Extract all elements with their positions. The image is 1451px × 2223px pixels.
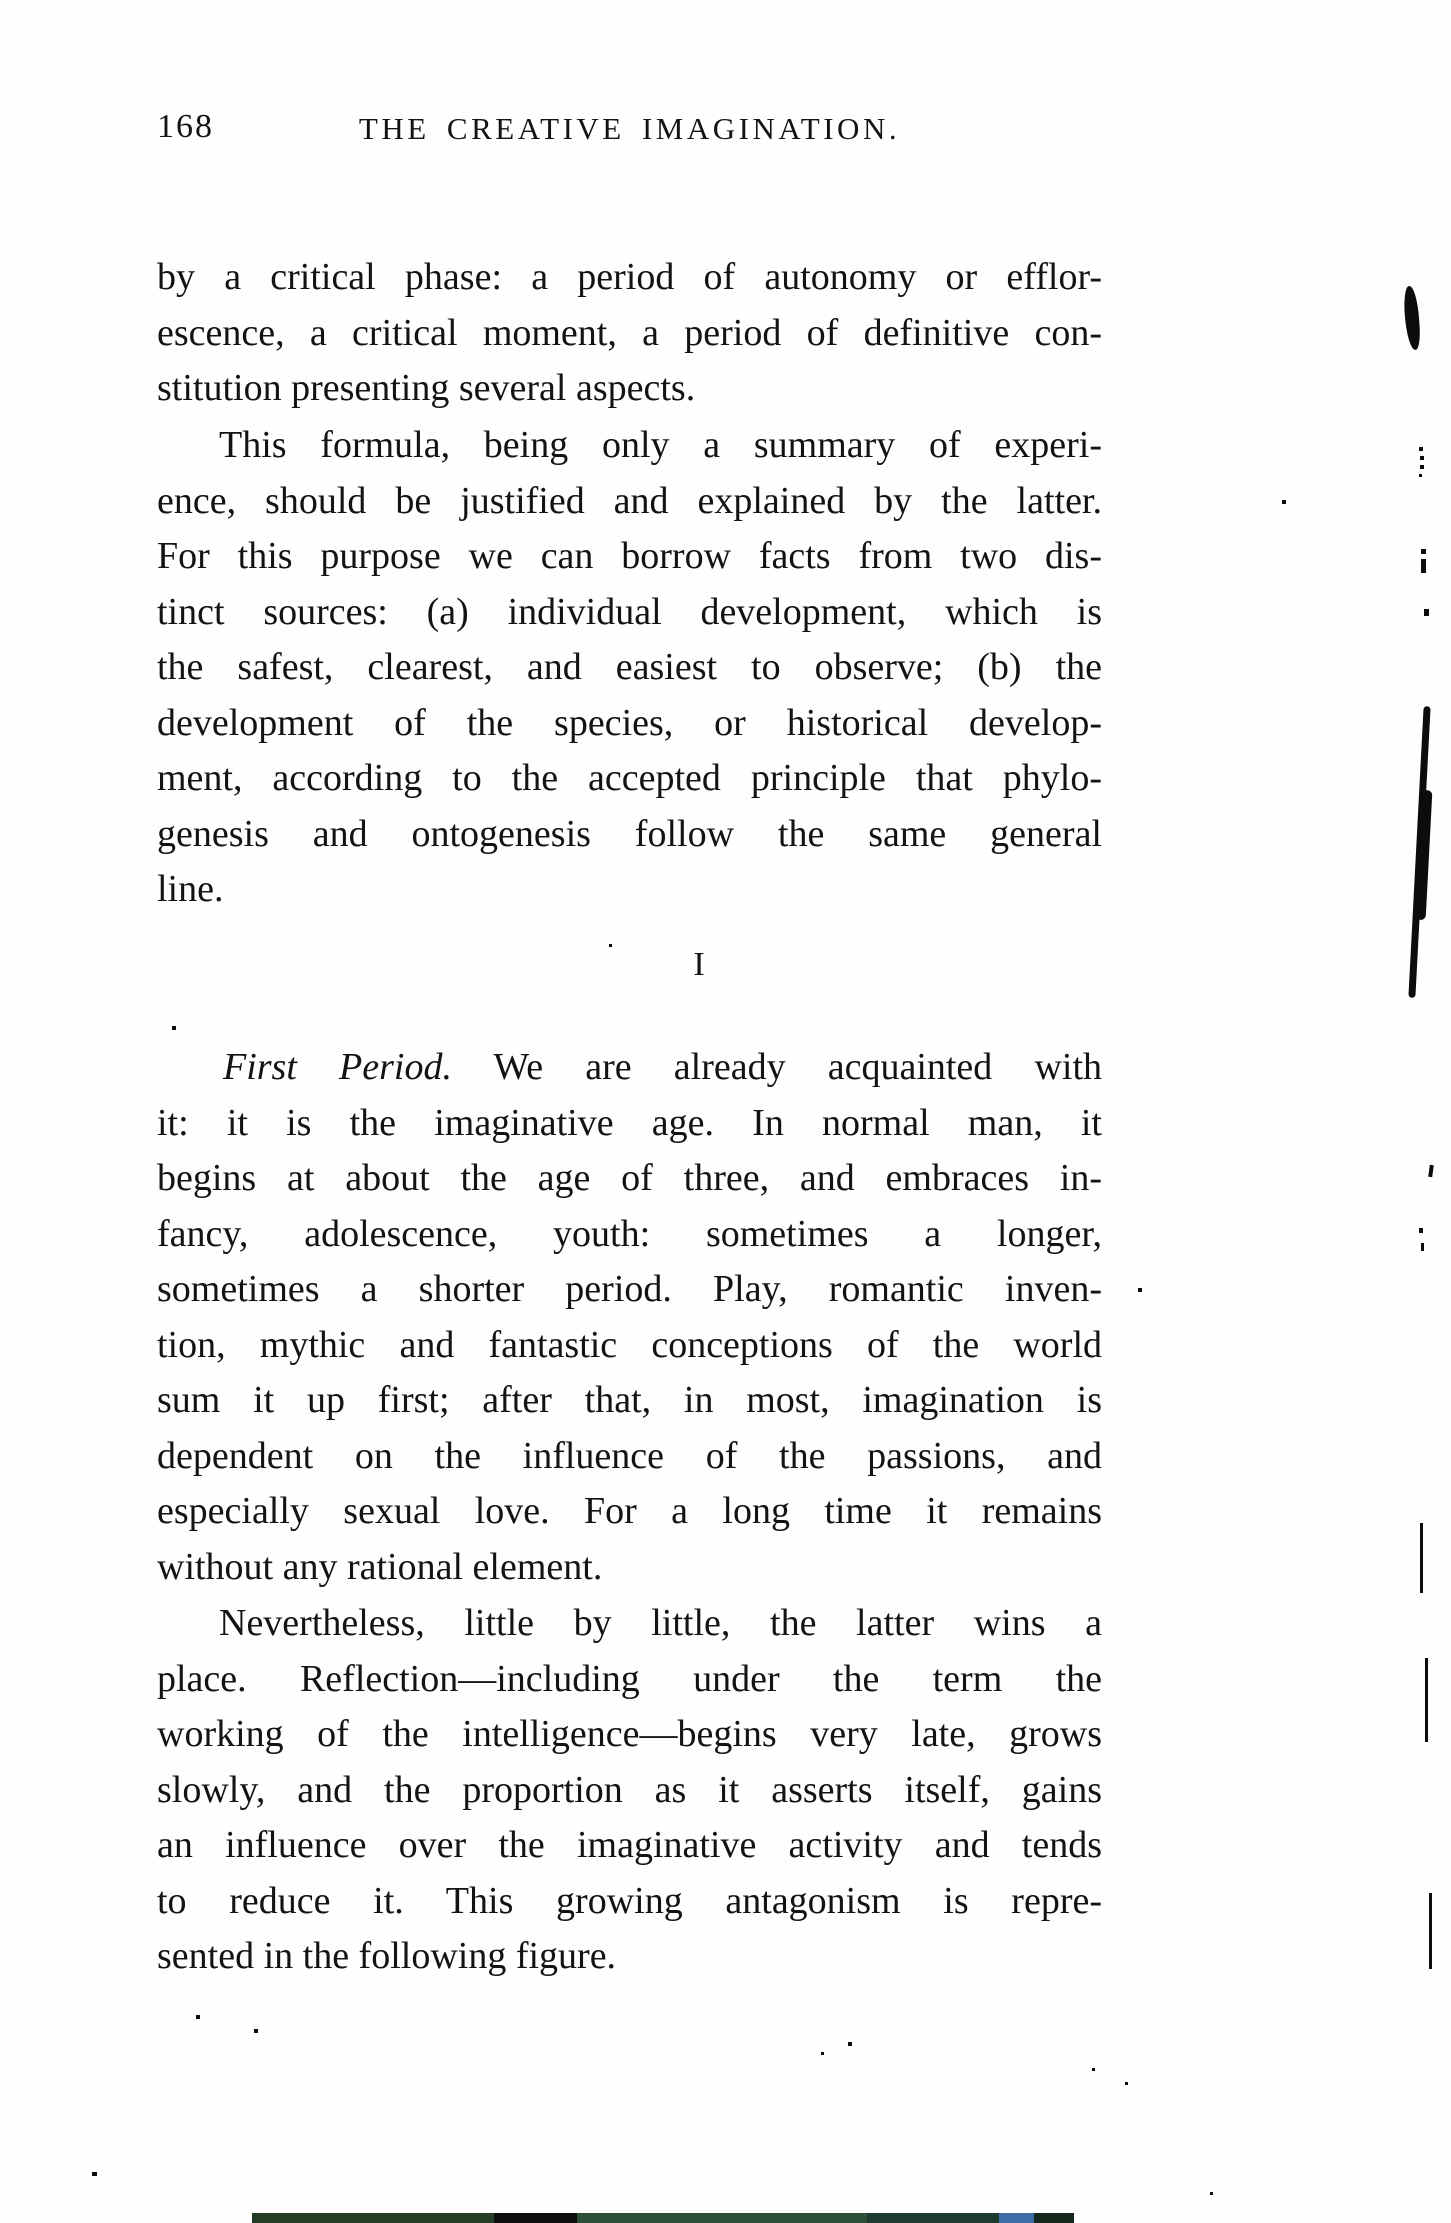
paragraph — [157, 1040, 1102, 1595]
edge-strip-segment — [494, 2213, 577, 2223]
text-line: the safest, clearest, and easiest to observe; (b) the — [157, 646, 1102, 688]
text-line: dependent on the influence of the passions, and — [157, 1434, 1102, 1477]
italic-text: First Period. — [223, 1046, 452, 1088]
text-line: escence, a critical moment, a period of definitive con- — [157, 311, 1102, 354]
ink-mark — [1428, 1165, 1434, 1177]
section-heading: I — [693, 946, 706, 983]
ink-mark — [1092, 2068, 1095, 2071]
running-title: THE CREATIVE IMAGINATION. — [358, 111, 901, 146]
ink-mark — [609, 944, 612, 947]
text-line: ment, according to the accepted principle that phylo- — [157, 757, 1102, 799]
ink-mark — [254, 2029, 258, 2033]
ink-mark — [1419, 1228, 1423, 1233]
page-number: 168 — [157, 108, 214, 145]
edge-strip-segment — [1034, 2213, 1074, 2223]
text-line: begins at about the age of three, and embraces in- — [157, 1157, 1102, 1199]
text-line: line. — [157, 868, 224, 910]
text-line: it: it is the imaginative age. In normal man, it — [157, 1101, 1102, 1144]
ink-mark — [1138, 1288, 1142, 1292]
ink-mark — [1421, 559, 1426, 573]
text-line: slowly, and the proportion as it asserts itself, gains — [157, 1768, 1102, 1811]
text-line: especially sexual love. For a long time it remains — [157, 1490, 1102, 1532]
ink-mark — [172, 1026, 176, 1030]
text-line: fancy, adolescence, youth: sometimes a longer, — [157, 1212, 1102, 1255]
paragraph — [157, 418, 1102, 918]
ink-mark — [1425, 1658, 1428, 1742]
text-line: tion, mythic and fantastic conceptions of the world — [157, 1323, 1102, 1366]
text-line: an influence over the imaginative activity and tends — [157, 1824, 1102, 1866]
text-line: Nevertheless, little by little, the latter wins a — [219, 1602, 1102, 1644]
text-line: ence, should be justified and explained by the latter. — [157, 479, 1102, 522]
text-line: stitution presenting several aspects. — [157, 367, 696, 409]
ink-mark — [1420, 465, 1424, 469]
text-line: development of the species, or historical develop- — [157, 701, 1102, 744]
text-line: sometimes a shorter period. Play, romantic inven- — [157, 1268, 1102, 1310]
ink-mark — [1429, 1893, 1432, 1969]
running-head — [157, 108, 1102, 154]
ink-mark — [1420, 1523, 1423, 1593]
paragraph — [157, 250, 1102, 417]
text-line: to reduce it. This growing antagonism is repre- — [157, 1879, 1102, 1922]
ink-mark — [1424, 609, 1429, 616]
ink-mark — [1125, 2082, 1128, 2085]
edge-strip-segment — [999, 2213, 1034, 2223]
edge-strip-segment — [867, 2213, 999, 2223]
text-line: tinct sources: (a) individual development, which is — [157, 590, 1102, 633]
ink-mark — [1421, 1243, 1424, 1251]
text-line: place. Reflection—including under the term the — [157, 1657, 1102, 1700]
ink-mark — [1421, 549, 1426, 554]
paragraph — [157, 1596, 1102, 1985]
ink-mark — [1403, 286, 1421, 351]
ink-mark — [1420, 456, 1424, 460]
page-edge-strip — [252, 2213, 1074, 2223]
text-line: genesis and ontogenesis follow the same general — [157, 812, 1102, 855]
text-line: by a critical phase: a period of autonomy or efflor- — [157, 256, 1102, 298]
text-line: sented in the following figure. — [157, 1935, 617, 1977]
ink-mark — [821, 2052, 824, 2055]
ink-mark — [196, 2015, 200, 2019]
text-line: without any rational element. — [157, 1545, 603, 1588]
ink-mark — [1419, 474, 1422, 477]
ink-mark — [1282, 500, 1286, 504]
text-line: sum it up first; after that, in most, imagination is — [157, 1379, 1102, 1421]
edge-strip-segment — [577, 2213, 867, 2223]
edge-strip-segment — [252, 2213, 494, 2223]
text-line: This formula, being only a summary of experi- — [219, 424, 1102, 466]
text-line — [157, 1040, 1102, 1096]
plain-text: We are already acquainted with — [451, 1046, 1102, 1088]
ink-mark — [1419, 447, 1423, 451]
ink-mark — [848, 2042, 852, 2046]
text-line: For this purpose we can borrow facts from two dis- — [157, 535, 1102, 577]
ink-mark — [92, 2172, 97, 2176]
ink-mark — [1210, 2192, 1213, 2195]
text-line: working of the intelligence—begins very late, grows — [157, 1713, 1102, 1755]
